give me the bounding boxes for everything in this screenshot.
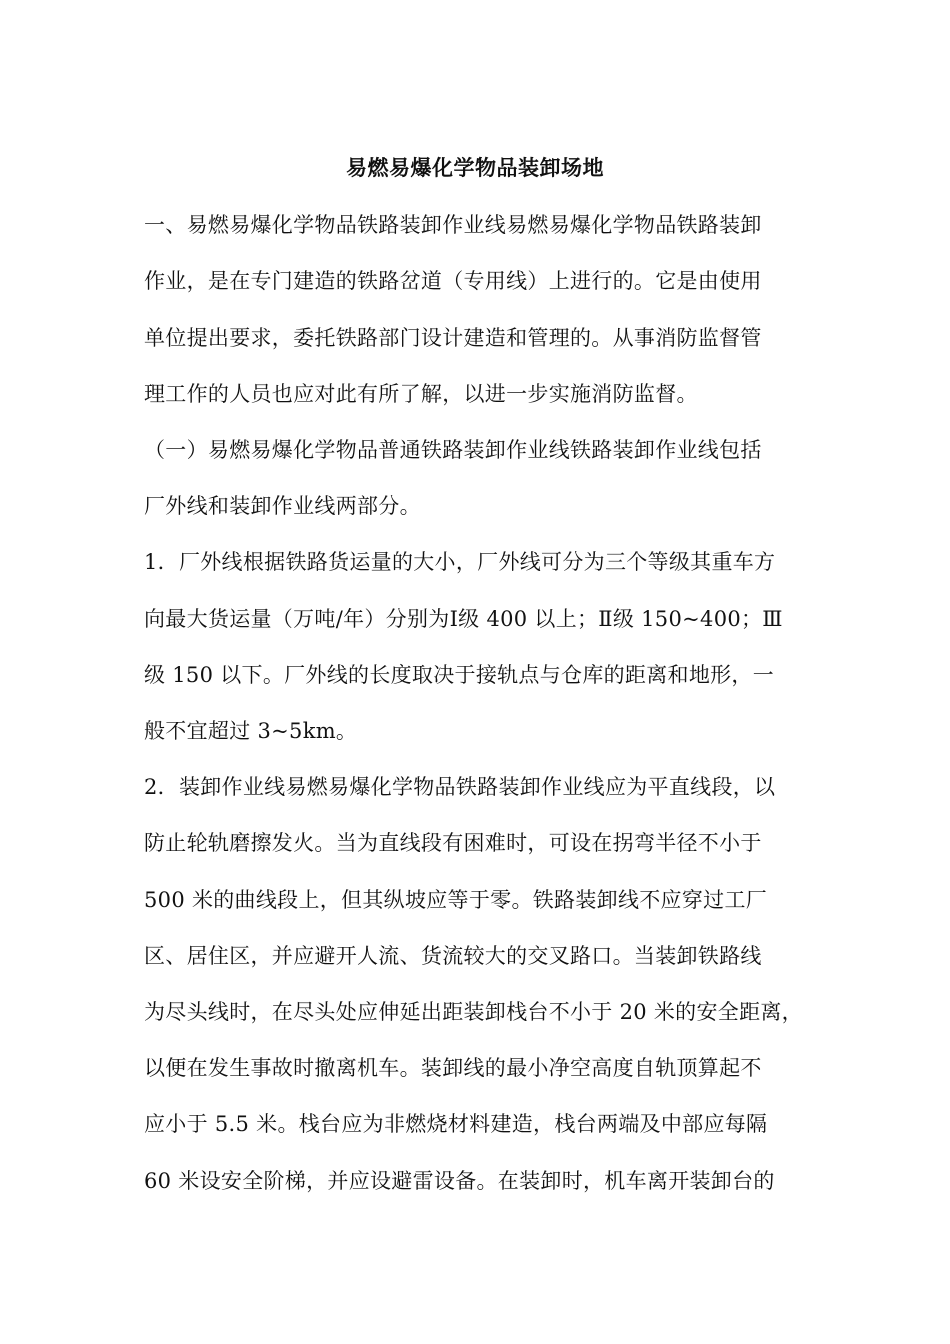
- body-line-16: 以便在发生事故时撤离机车。装卸线的最小净空高度自轨顶算起不: [144, 1056, 762, 1080]
- body-line-11: 2．装卸作业线易燃易爆化学物品铁路装卸作业线应为平直线段，以: [144, 775, 776, 799]
- body-line-4: 理工作的人员也应对此有所了解，以进一步实施消防监督。: [144, 382, 698, 406]
- document-title: 易燃易爆化学物品装卸场地: [346, 155, 604, 180]
- body-line-14: 区、居住区，并应避开人流、货流较大的交叉路口。当装卸铁路线: [144, 944, 762, 968]
- body-line-10: 般不宜超过 3~5km。: [144, 719, 358, 743]
- body-line-9: 级 150 以下。厂外线的长度取决于接轨点与仓库的距离和地形，一: [144, 663, 775, 687]
- body-line-1: 一、易燃易爆化学物品铁路装卸作业线易燃易爆化学物品铁路装卸: [144, 213, 762, 237]
- body-line-5: （一）易燃易爆化学物品普通铁路装卸作业线铁路装卸作业线包括: [144, 438, 762, 462]
- body-line-8: 向最大货运量（万吨/年）分别为Ⅰ级 400 以上；Ⅱ级 150~400；Ⅲ: [144, 607, 783, 631]
- body-line-18: 60 米设安全阶梯，并应设避雷设备。在装卸时，机车离开装卸台的: [144, 1169, 775, 1193]
- body-line-15: 为尽头线时，在尽头处应伸延出距装卸栈台不小于 20 米的安全距离，: [144, 1000, 803, 1024]
- body-line-6: 厂外线和装卸作业线两部分。: [144, 494, 421, 518]
- body-line-12: 防止轮轨磨擦发火。当为直线段有困难时，可设在拐弯半径不小于: [144, 831, 762, 855]
- body-line-7: 1．厂外线根据铁路货运量的大小，厂外线可分为三个等级其重车方: [144, 550, 776, 574]
- body-line-17: 应小于 5.5 米。栈台应为非燃烧材料建造，栈台两端及中部应每隔: [144, 1112, 768, 1136]
- body-line-13: 500 米的曲线段上，但其纵坡应等于零。铁路装卸线不应穿过工厂: [144, 888, 768, 912]
- body-line-3: 单位提出要求，委托铁路部门设计建造和管理的。从事消防监督管: [144, 326, 762, 350]
- body-line-2: 作业，是在专门建造的铁路岔道（专用线）上进行的。它是由使用: [144, 269, 762, 293]
